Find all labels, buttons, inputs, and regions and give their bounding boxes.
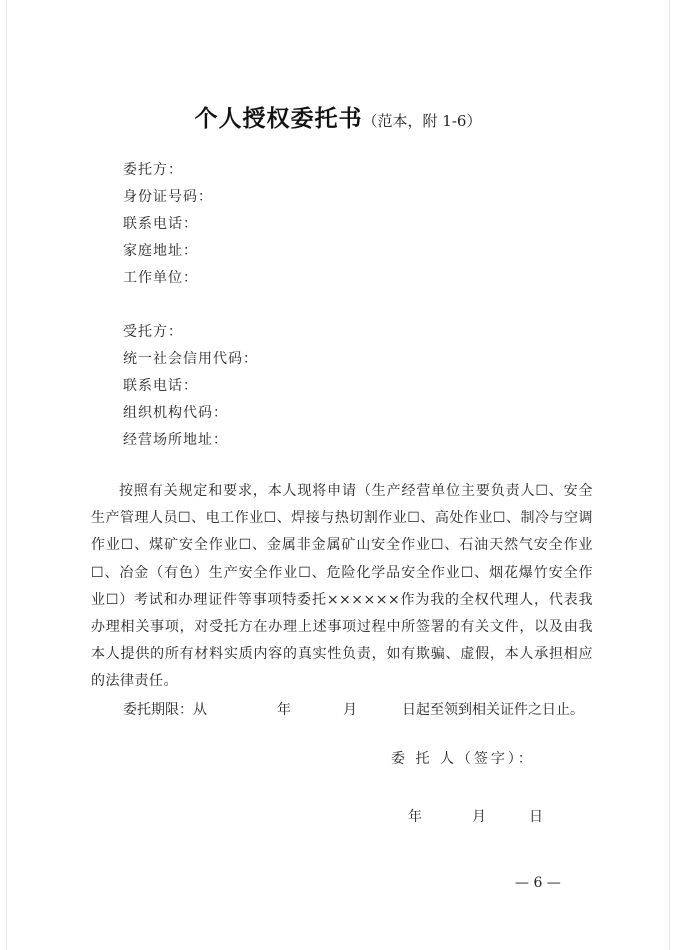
sign-date-day: 日 [529, 809, 543, 825]
page-border-right [669, 0, 670, 950]
field-org-code: 组织机构代码： [123, 405, 228, 421]
term-month: 月 [343, 702, 357, 718]
title-note: （范本，附 1-6） [362, 112, 482, 130]
field-principal: 委托方： [123, 162, 183, 178]
field-agent: 受托方： [123, 324, 183, 340]
field-home-address: 家庭地址： [123, 243, 198, 259]
field-gap [123, 292, 258, 319]
field-business-address: 经营场所地址： [123, 432, 228, 448]
field-agent-phone: 联系电话： [123, 378, 198, 394]
sign-date-year: 年 [408, 809, 422, 825]
term-year: 年 [277, 702, 291, 718]
sign-date-month: 月 [472, 809, 486, 825]
title-main: 个人授权委托书 [194, 105, 363, 132]
field-credit-code: 统一社会信用代码： [123, 351, 258, 367]
principal-signature-label: 委 托 人（签字）： [391, 751, 535, 767]
authorization-paragraph: 按照有关规定和要求，本人现将申请（生产经营单位主要负责人☐、安全生产管理人员☐、电工作业☐、焊接与热切割作业☐、高处作业☐、制冷与空调作业☐、煤矿安全作业☐、金属非金属矿山安全作业☐、石油天然气安全作业☐、冶金（有色）生产安全作业☐、危险化学品安全作业☐、烟花爆竹安全作业☐）考试和办理证件等事项特委托××××××作为我的全权代理人，代表我办理相关事项，对受托方在办理上述事项过程中所签署的有关文件，以及由我本人提供的所有材料实质内容的真实性负责，如有欺骗、虚假，本人承担相应的法律责任。 [91, 483, 593, 690]
page-border-left [6, 0, 7, 950]
term-label: 委托期限：从 [123, 702, 207, 718]
field-principal-phone: 联系电话： [123, 216, 198, 232]
info-fields [123, 157, 258, 454]
document-title [0, 100, 676, 133]
page-number: — 6 — [515, 875, 561, 891]
field-work-unit: 工作单位： [123, 270, 198, 286]
entrust-term-line [123, 697, 584, 724]
field-id-number: 身份证号码： [123, 189, 213, 205]
term-tail: 日起至领到相关证件之日止。 [402, 702, 584, 718]
